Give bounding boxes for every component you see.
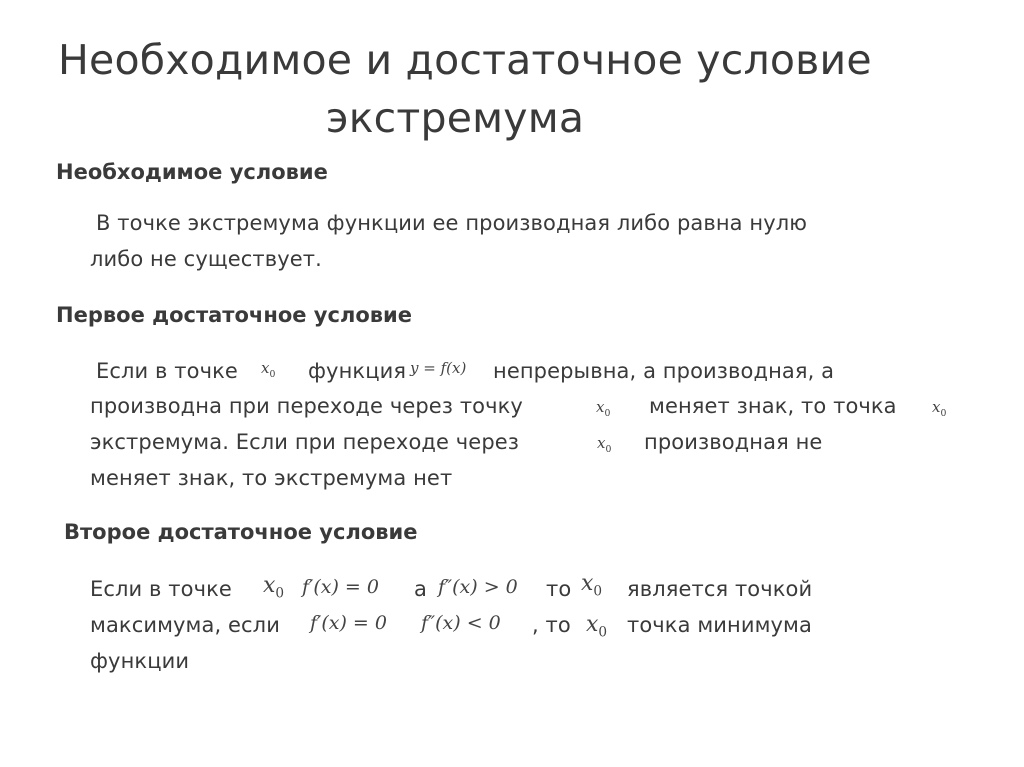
second-sufficient-line-2c: точка минимума <box>627 613 812 637</box>
x0-formula: $x_0$ <box>932 398 947 419</box>
first-sufficient-line-3a: экстремума. Если при переходе через <box>90 430 520 454</box>
function-y-formula: y = f(x) <box>410 359 467 377</box>
second-derivative-negative-formula: f″(x) < 0 <box>421 612 501 634</box>
x0-formula: $x_0$ <box>586 612 608 641</box>
first-sufficient-line-2a: производна при переходе через точку <box>90 394 523 418</box>
second-derivative-positive-formula: f″(x) > 0 <box>438 576 518 598</box>
first-sufficient-line-3b: производная не <box>644 430 823 454</box>
second-sufficient-line-2a: максимума, если <box>90 613 280 637</box>
necessary-condition-line-1: В точке экстремума функции ее производная либо равна нулю <box>96 211 808 235</box>
necessary-condition-heading: Необходимое условие <box>56 160 328 184</box>
slide-title-line-2: экстремума <box>326 94 585 142</box>
x0-formula: $x_0$ <box>581 571 603 600</box>
second-sufficient-line-1c: то <box>546 577 572 601</box>
first-sufficient-line-4: меняет знак, то экстремума нет <box>90 466 453 490</box>
second-sufficient-heading: Второе достаточное условие <box>64 520 418 544</box>
first-sufficient-line-1a: Если в точке <box>96 359 238 383</box>
second-sufficient-line-2b: , то <box>532 613 571 637</box>
x0-formula: $x_0$ <box>596 398 611 419</box>
second-sufficient-line-3: функции <box>90 649 190 673</box>
first-sufficient-line-2b: меняет знак, то точка <box>649 394 897 418</box>
x0-formula: $x_0$ <box>263 573 285 602</box>
first-derivative-zero-formula: f′(x) = 0 <box>310 612 387 634</box>
x0-formula: $x_0$ <box>597 434 612 455</box>
first-sufficient-line-1b: функция <box>308 359 407 383</box>
second-sufficient-line-1a: Если в точке <box>90 577 232 601</box>
second-sufficient-line-1d: является точкой <box>627 577 813 601</box>
first-derivative-zero-formula: f′(x) = 0 <box>302 576 379 598</box>
slide-title-line-1: Необходимое и достаточное условие <box>58 36 872 84</box>
first-sufficient-line-1c: непрерывна, а производная, а <box>493 359 835 383</box>
first-sufficient-heading: Первое достаточное условие <box>56 303 412 327</box>
x0-formula: $x_0$ <box>261 359 276 380</box>
second-sufficient-line-1b: а <box>414 577 427 601</box>
necessary-condition-line-2: либо не существует. <box>90 247 322 271</box>
